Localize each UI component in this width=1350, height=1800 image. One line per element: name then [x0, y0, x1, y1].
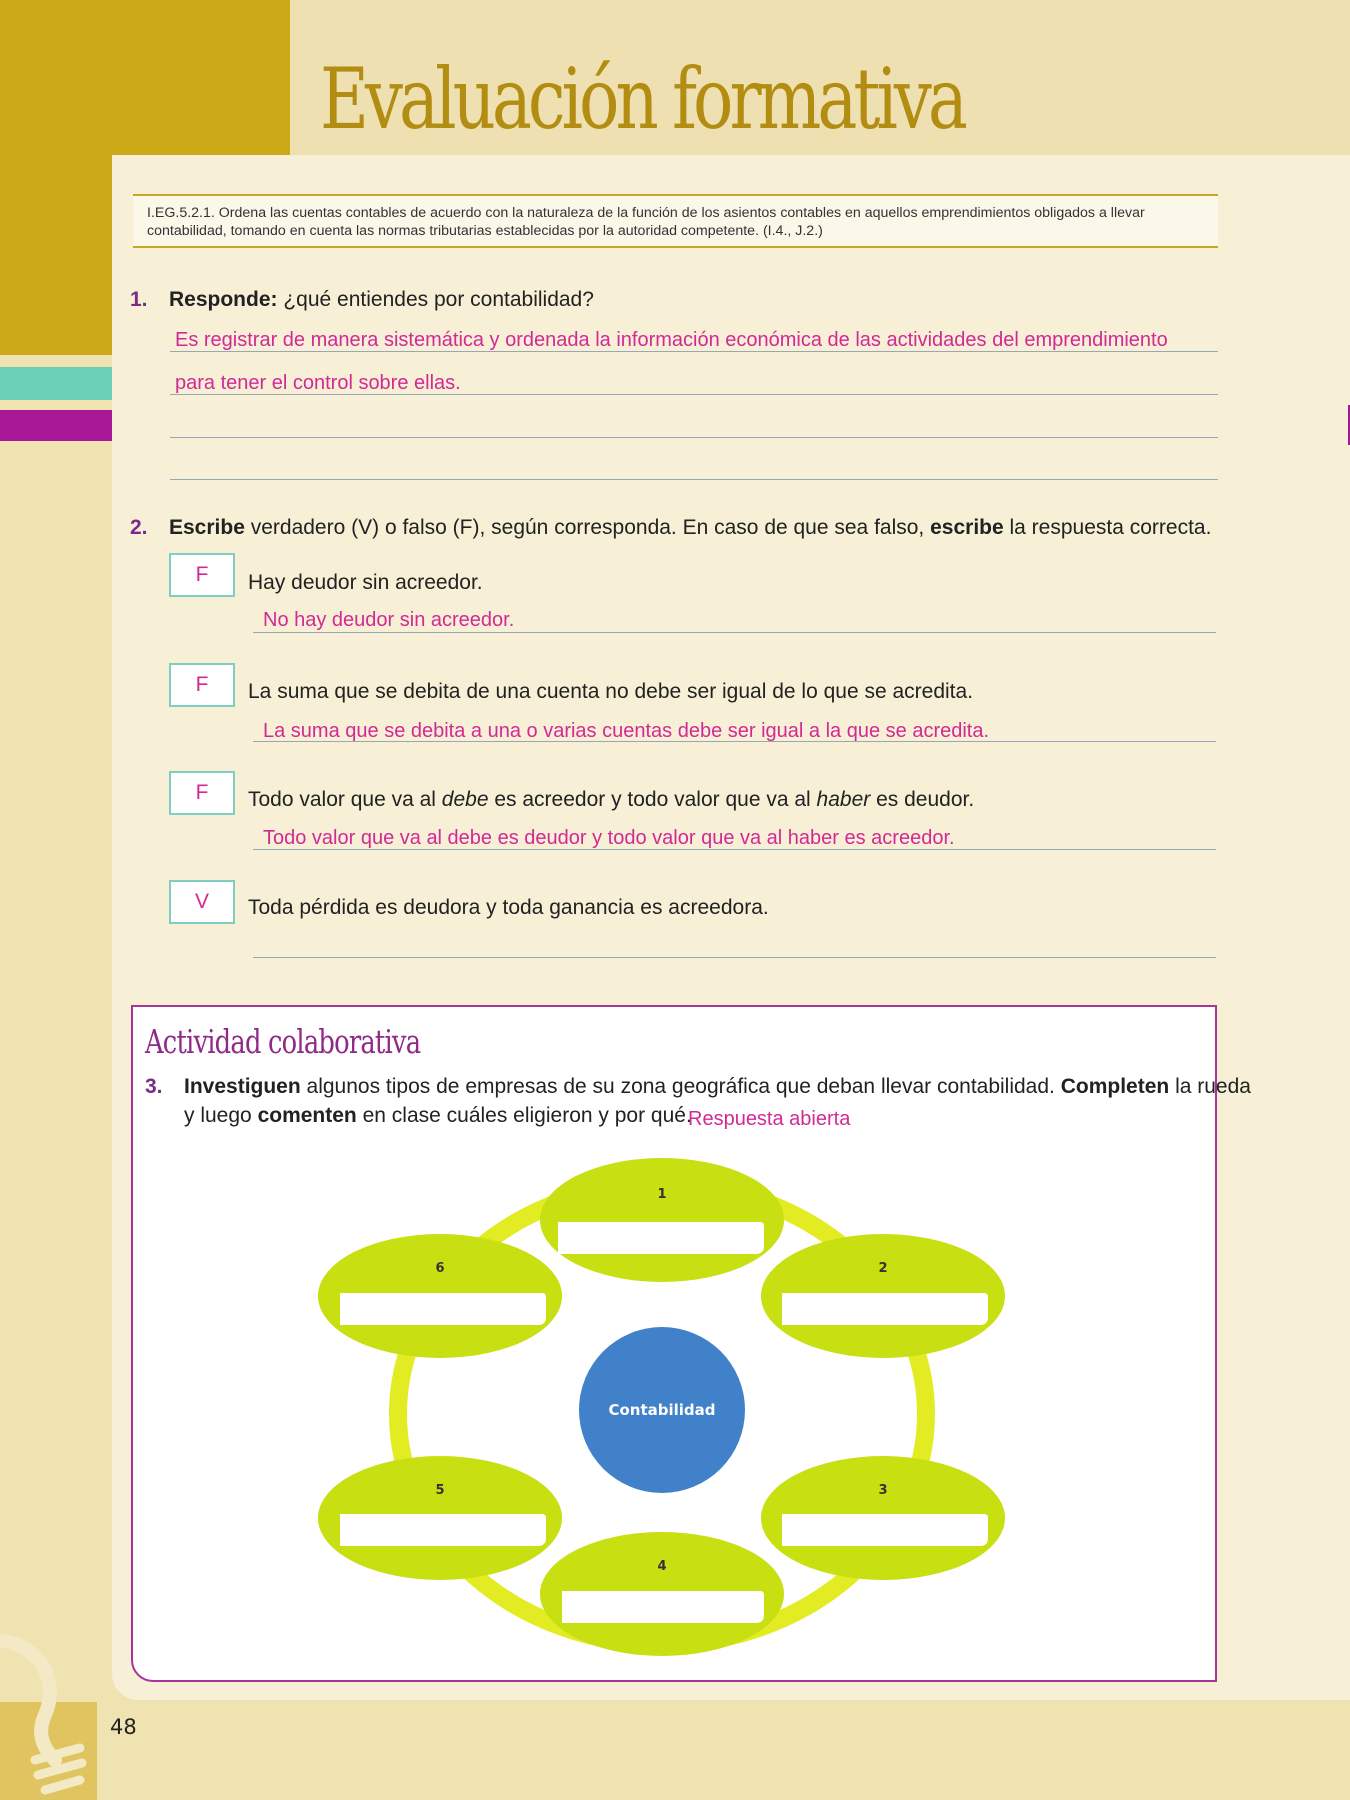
answer-line — [170, 437, 1218, 438]
magenta-accent-bar — [0, 410, 112, 441]
wheel-node-1-label: 1 — [657, 1187, 667, 1202]
wheel-center-label: Contabilidad — [608, 1401, 716, 1419]
correction-line — [253, 849, 1216, 850]
page-title: Evaluación formativa — [320, 50, 964, 148]
question-3-text-4: en clase cuáles eligieron y por qué. — [356, 1104, 692, 1127]
question-3-bold-1: Investiguen — [184, 1075, 301, 1098]
question-2-text-1: verdadero (V) o falso (F), según corresponda. En caso de que sea falso, — [244, 516, 931, 539]
wheel-node-5[interactable] — [318, 1456, 562, 1580]
statement-1: Hay deudor sin acreedor. — [248, 571, 483, 594]
contabilidad-wheel — [300, 1150, 1040, 1670]
teal-accent-bar — [0, 367, 112, 400]
wheel-node-2[interactable] — [761, 1234, 1005, 1358]
correction-1: No hay deudor sin acreedor. — [263, 609, 515, 631]
wheel-node-3[interactable] — [761, 1456, 1005, 1580]
wheel-node-5-label: 5 — [435, 1483, 445, 1498]
answer-line — [170, 479, 1218, 480]
wheel-node-6-label: 6 — [435, 1261, 445, 1276]
wheel-node-2-label: 2 — [878, 1261, 888, 1276]
question-1-bold: Responde: — [169, 288, 278, 311]
question-2-number: 2. — [130, 516, 148, 539]
question-1-text: ¿qué entiendes por contabilidad? — [277, 288, 594, 311]
question-3-bold-2: Completen — [1060, 1075, 1170, 1098]
wheel-node-3-label: 3 — [878, 1483, 888, 1498]
statement-3-part-a: Todo valor que va al — [248, 788, 442, 811]
correction-line — [253, 632, 1216, 633]
question-1-number: 1. — [130, 288, 148, 311]
wheel-center — [579, 1327, 745, 1493]
question-1-prompt — [169, 288, 594, 312]
answer-line — [170, 394, 1218, 395]
wheel-node-4-label: 4 — [657, 1559, 667, 1574]
statement-3-part-b: es acreedor y todo valor que va al — [488, 788, 817, 811]
answer-line — [170, 351, 1218, 352]
vf-answer-box-3[interactable]: F — [169, 771, 235, 815]
vf-answer-box-4[interactable]: V — [169, 880, 235, 924]
wheel-node-1[interactable] — [540, 1158, 784, 1282]
open-answer-note: Respuesta abierta — [688, 1108, 851, 1130]
footer-band — [0, 1702, 1350, 1800]
statement-4: Toda pérdida es deudora y toda ganancia es acreedora. — [248, 896, 769, 919]
question-3-prompt-line-2 — [184, 1104, 692, 1128]
question-3-text-2: la rueda — [1169, 1075, 1251, 1098]
correction-3: Todo valor que va al debe es deudor y todo valor que va al haber es acreedor. — [263, 827, 955, 849]
question-3-number: 3. — [145, 1075, 163, 1098]
evaluation-indicator — [133, 194, 1218, 248]
statement-3 — [248, 788, 974, 812]
lightbulb-icon — [0, 1620, 120, 1800]
question-3-bold-3: comenten — [257, 1104, 357, 1127]
statement-3-haber: haber — [816, 788, 871, 811]
indicator-text: I.EG.5.2.1. Ordena las cuentas contables de acuerdo con la naturaleza de la función de los asientos contables en aquellos emprendimientos obligados a llevar contabilidad, tomando en cuenta las normas tributarias establecidas por la autoridad competente. (I.4., J.2.) — [147, 205, 1145, 239]
correction-line — [253, 957, 1216, 958]
vf-answer-box-2[interactable]: F — [169, 663, 235, 707]
wheel-node-6[interactable] — [318, 1234, 562, 1358]
vf-answer-box-1[interactable]: F — [169, 553, 235, 597]
wheel-node-4[interactable] — [540, 1532, 784, 1656]
page-number: 48 — [110, 1715, 137, 1739]
statement-3-part-c: es deudor. — [870, 788, 975, 811]
question-3-text-1: algunos tipos de empresas de su zona geográfica que deban llevar contabilidad. — [300, 1075, 1061, 1098]
statement-2: La suma que se debita de una cuenta no debe ser igual de lo que se acredita. — [248, 680, 974, 703]
question-2-text-2: la respuesta correcta. — [1003, 516, 1212, 539]
question-2-bold-1: Escribe — [169, 516, 245, 539]
collaborative-activity-title: Actividad colaborativa — [145, 1022, 421, 1061]
question-2-prompt — [169, 516, 1211, 540]
correction-2: La suma que se debita a una o varias cuentas debe ser igual a la que se acredita. — [263, 720, 990, 742]
question-1-answer-line-2: para tener el control sobre ellas. — [175, 372, 461, 394]
statement-3-debe: debe — [441, 788, 489, 811]
question-3-prompt-line-1 — [184, 1075, 1251, 1099]
question-1-answer-line-1: Es registrar de manera sistemática y ordenada la información económica de las actividades del emprendimiento — [175, 329, 1168, 351]
correction-line — [253, 741, 1216, 742]
question-2-bold-2: escribe — [930, 516, 1004, 539]
question-3-text-3: y luego — [184, 1104, 258, 1127]
